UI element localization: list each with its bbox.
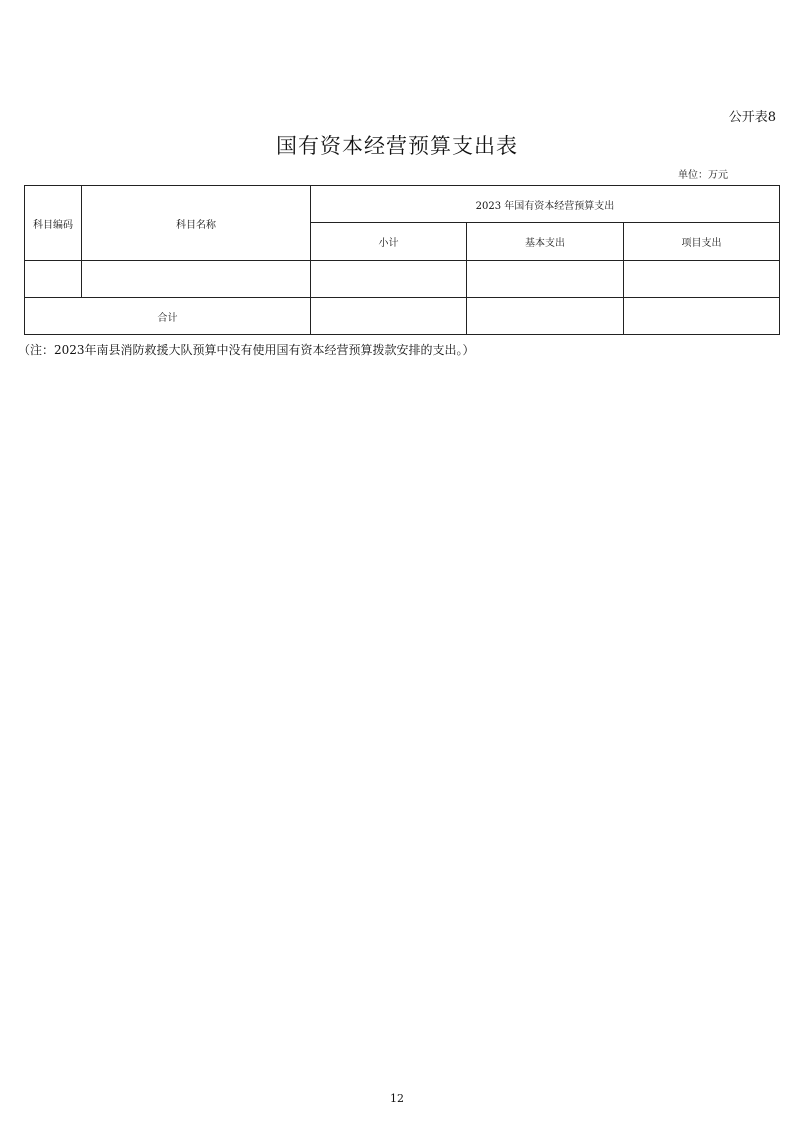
table-total-row (25, 298, 780, 335)
header-budget-group: 2023 年国有资本经营预算支出 (311, 186, 780, 223)
total-label: 合计 (25, 298, 311, 335)
total-project-expenditure (624, 298, 780, 335)
page-title: 国有资本经营预算支出表 (276, 134, 518, 158)
unit-label: 单位：万元 (678, 170, 728, 181)
cell-project-expenditure (624, 261, 780, 298)
table-row (25, 261, 780, 298)
cell-basic-expenditure (467, 261, 624, 298)
header-basic-expenditure: 基本支出 (467, 223, 624, 261)
header-subject-name: 科目名称 (82, 186, 311, 261)
cell-subtotal (311, 261, 467, 298)
total-basic-expenditure (467, 298, 624, 335)
cell-subject-name (82, 261, 311, 298)
budget-table (24, 185, 780, 335)
page-number: 12 (390, 1092, 404, 1105)
table-header-row (25, 186, 780, 223)
header-project-expenditure: 项目支出 (624, 223, 780, 261)
header-subtotal: 小计 (311, 223, 467, 261)
header-subject-code: 科目编码 (25, 186, 82, 261)
total-subtotal (311, 298, 467, 335)
footnote: （注：2023年南县消防救援大队预算中没有使用国有资本经营预算拨款安排的支出。） (18, 343, 475, 357)
cell-subject-code (25, 261, 82, 298)
table-number: 公开表8 (728, 110, 776, 125)
